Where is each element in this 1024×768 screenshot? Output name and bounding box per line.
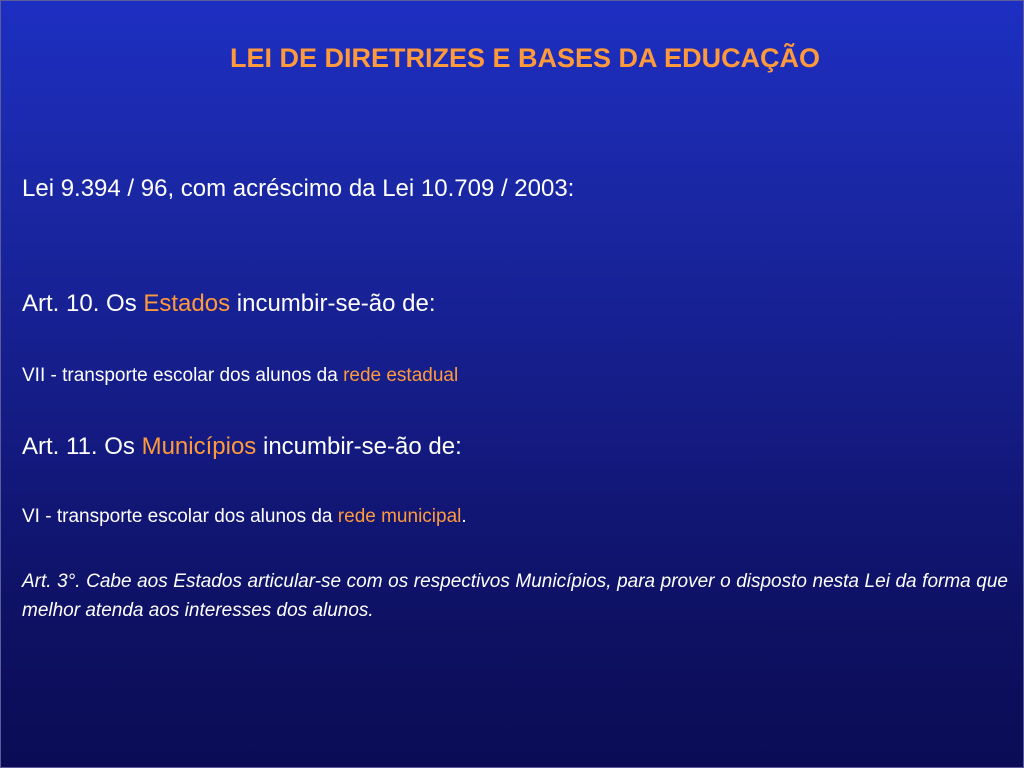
article-3-paragraph: Art. 3°. Cabe aos Estados articular-se com os respectivos Municípios, para prover o disposto nesta Lei da forma que melhor atenda aos interesses dos alunos. [22, 571, 1008, 621]
slide-title: LEI DE DIRETRIZES E BASES DA EDUCAÇÃO [230, 43, 821, 73]
article-11-heading [22, 433, 462, 461]
article-10-highlight: Estados [143, 290, 231, 317]
article-11-prefix: Art. 11. Os [22, 433, 142, 460]
item-vi-highlight: rede municipal [337, 506, 462, 527]
article-10-prefix: Art. 10. Os [22, 290, 144, 317]
law-reference: Lei 9.394 / 96, com acréscimo da Lei 10.709 / 2003: [22, 175, 575, 202]
item-vi-text: VI - transporte escolar dos alunos da [22, 506, 338, 527]
article-11-highlight: Municípios [141, 433, 257, 460]
article-11-suffix: incumbir-se-ão de: [256, 433, 462, 460]
item-vii [22, 365, 458, 387]
item-vi-suffix: . [461, 506, 467, 527]
article-10-heading [22, 290, 436, 318]
item-vii-highlight: rede estadual [343, 365, 459, 386]
item-vi [22, 506, 467, 528]
item-vii-text: VII - transporte escolar dos alunos da [22, 365, 344, 386]
article-10-suffix: incumbir-se-ão de: [230, 290, 436, 317]
